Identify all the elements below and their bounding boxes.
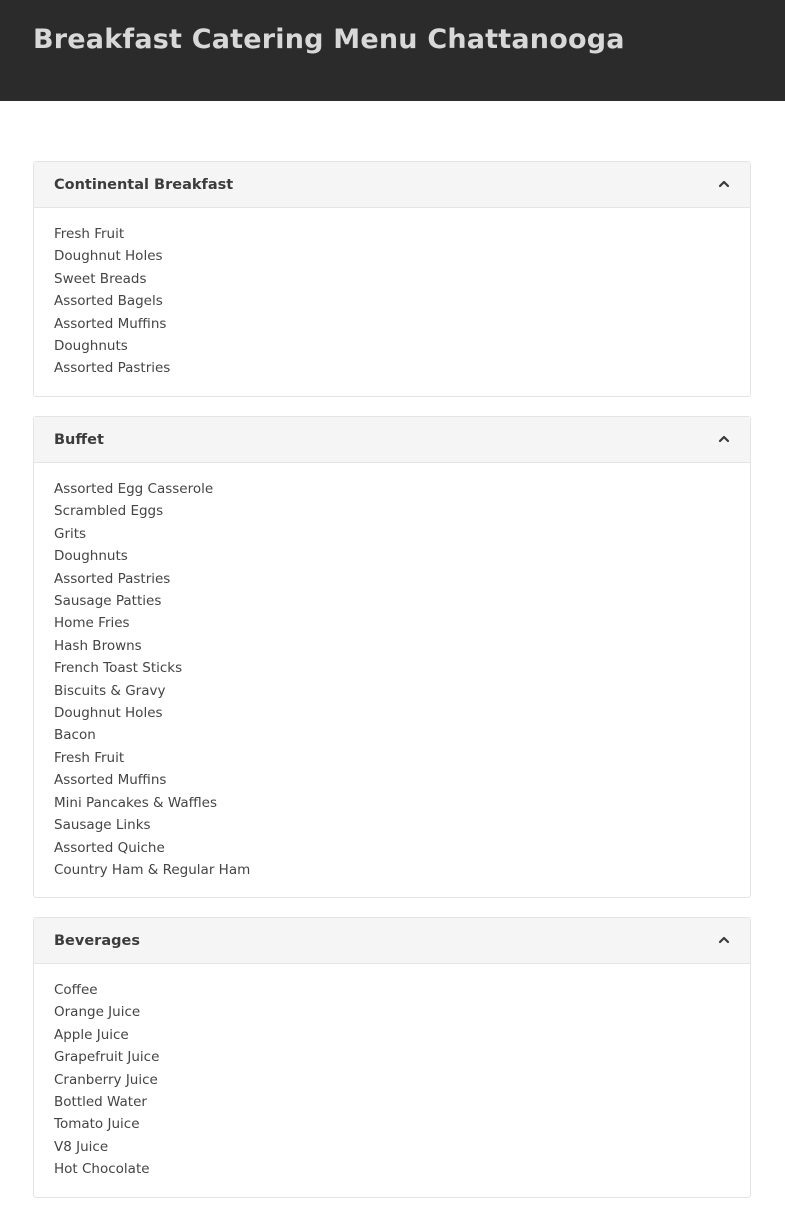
menu-item: Doughnuts: [54, 548, 128, 565]
accordion-header-buffet[interactable]: [34, 417, 750, 463]
menu-item: Coffee: [54, 982, 98, 998]
menu-item: Apple Juice: [54, 1026, 129, 1043]
accordion-header-continental-breakfast[interactable]: [34, 162, 750, 208]
menu-item: Assorted Muffins: [54, 315, 167, 332]
menu-item: French Toast Sticks: [54, 660, 183, 677]
chevron-up-icon[interactable]: [718, 434, 730, 444]
accordion-body-beverages: [34, 964, 750, 1197]
menu-item: Scrambled Eggs: [54, 503, 164, 520]
accordion-buffet: [33, 416, 751, 898]
menu-item: Assorted Muffins: [54, 772, 167, 789]
menu-item: V8 Juice: [54, 1138, 109, 1155]
menu-item: Assorted Egg Casserole: [54, 481, 214, 497]
menu-item: Country Ham & Regular Ham: [54, 861, 251, 878]
menu-item: Bottled Water: [54, 1094, 147, 1111]
menu-item: Sweet Breads: [54, 270, 147, 287]
menu-item: Assorted Pastries: [54, 360, 171, 377]
menu-item: Doughnut Holes: [54, 705, 163, 722]
menu-item: Assorted Quiche: [54, 839, 165, 856]
menu-item: Home Fries: [54, 615, 130, 632]
menu-item: Mini Pancakes & Waffles: [54, 794, 217, 811]
menu-item: Grapefruit Juice: [54, 1049, 160, 1066]
menu-item: Assorted Pastries: [54, 570, 171, 587]
page-title: Breakfast Catering Menu Chattanooga: [33, 24, 625, 55]
accordion-continental-breakfast: [33, 161, 751, 397]
accordion-body-buffet: [34, 463, 750, 897]
accordion-title: Continental Breakfast: [54, 177, 234, 193]
menu-item: Bacon: [54, 727, 96, 744]
accordion-header-beverages[interactable]: [34, 918, 750, 964]
menu-item: Tomato Juice: [54, 1116, 140, 1133]
menu-item: Doughnuts: [54, 338, 128, 355]
chevron-up-icon[interactable]: [718, 179, 730, 189]
menu-item: Cranberry Juice: [54, 1071, 158, 1088]
menu-item: Sausage Patties: [54, 593, 162, 610]
menu-item: Fresh Fruit: [54, 749, 125, 766]
page-header: [0, 0, 785, 101]
menu-item: Grits: [54, 525, 87, 542]
menu-item: Hot Chocolate: [54, 1161, 150, 1178]
menu-item: Hash Browns: [54, 637, 142, 654]
accordion-title: Buffet: [54, 432, 104, 448]
menu-item: Assorted Bagels: [54, 293, 163, 310]
menu-item: Biscuits & Gravy: [54, 682, 166, 699]
menu-item: Fresh Fruit: [54, 226, 125, 242]
accordion-title: Beverages: [54, 933, 140, 949]
chevron-up-icon[interactable]: [718, 935, 730, 945]
accordion-beverages: [33, 917, 751, 1198]
menu-item: Orange Juice: [54, 1004, 141, 1021]
accordion-body-continental-breakfast: [34, 208, 750, 396]
menu-item: Sausage Links: [54, 817, 151, 834]
menu-item: Doughnut Holes: [54, 248, 163, 265]
